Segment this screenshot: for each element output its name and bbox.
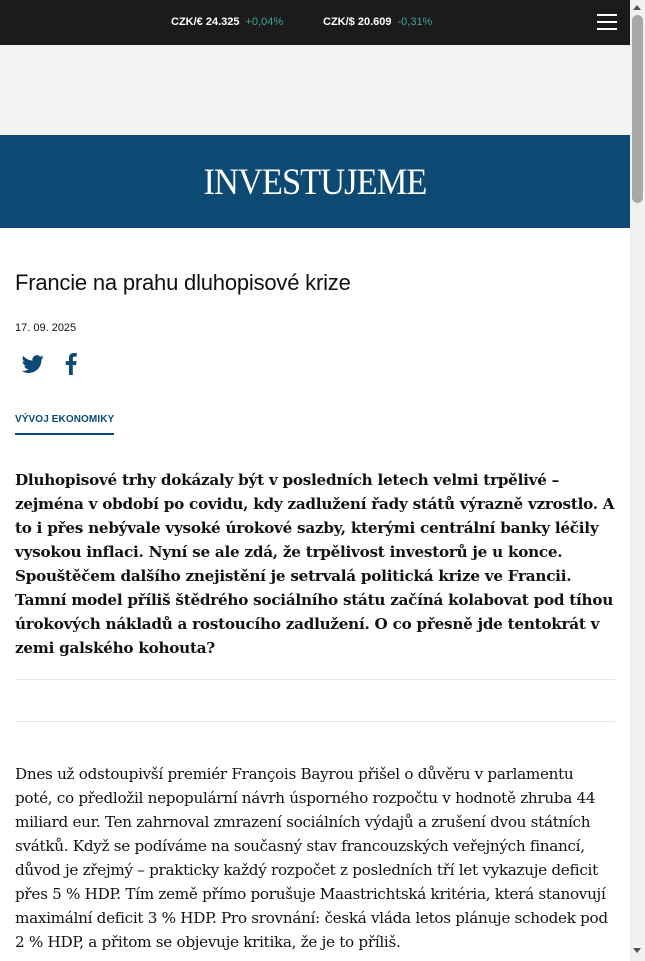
brand-banner [0,135,630,228]
facebook-icon[interactable] [65,353,77,380]
article-perex: Dluhopisové trhy dokázaly být v posledních letech velmi trpělivé – zejména v období po covidu, kdy zadlužení řady států výrazně vzrostlo. A to i přes nebývale vysoké úrokové sazby, kterými centrální banky léčily vysokou inflaci. Nyní se ale zdá, že trpělivost investorů je u konce. Spouštěčem dalšího znejistění je setrvalá politická krize ve Francii. Tamní model příliš štědrého sociálního státu začíná kolabovat pod tíhou úrokových nákladů a rostoucího zadlužení. O co přesně jde tentokrát v zemi galského kohouta? [15,471,615,657]
divider [15,721,615,722]
article-body-paragraph: Dnes už odstoupivší premiér François Bayrou přišel o důvěru v parlamentu poté, co předložil nepopulární návrh úsporného rozpočtu v hodnotě zhruba 44 miliard eur. Ten zahrnoval zmrazení sociálních výdajů a zrušení dvou státních svátků. Když se podíváme na současný stav francouzských veřejných financí, důvod je zřejmý – prakticky každý rozpočet z posledních tří let vykazuje deficit přes 5 % HDP. Tím země přímo porušuje Maastrichtská kritéria, která stanovují maximální deficit 3 % HDP. Pro srovnání: česká vláda letos plánuje schodek pod 2 % HDP, a přitom se objevuje kritika, že je to příliš. [15,765,608,951]
hamburger-menu-icon[interactable] [597,14,617,30]
category-link[interactable]: VÝVOJ EKONOMIKY [15,414,114,435]
currency-ticker-bar [0,0,630,45]
eur-quote [171,16,283,28]
scrollbar-thumb[interactable] [632,15,643,203]
ad-placeholder [0,45,630,135]
page-scrollbar[interactable] [630,0,645,961]
scroll-down-icon[interactable] [633,948,641,953]
twitter-icon[interactable] [22,353,44,380]
divider [15,679,615,680]
article-date: 17. 09. 2025 [15,322,77,334]
eur-rate: CZK/€ 24.325 [171,16,240,28]
article-title: Francie na prahu dluhopisové krize [15,270,351,295]
eur-change: +0,04% [245,16,284,28]
usd-quote [323,16,432,28]
scroll-up-icon[interactable] [633,5,641,10]
usd-change: -0,31% [397,16,433,28]
usd-rate: CZK/$ 20.609 [323,16,392,28]
site-logo[interactable]: INVESTUJEME [203,162,427,203]
